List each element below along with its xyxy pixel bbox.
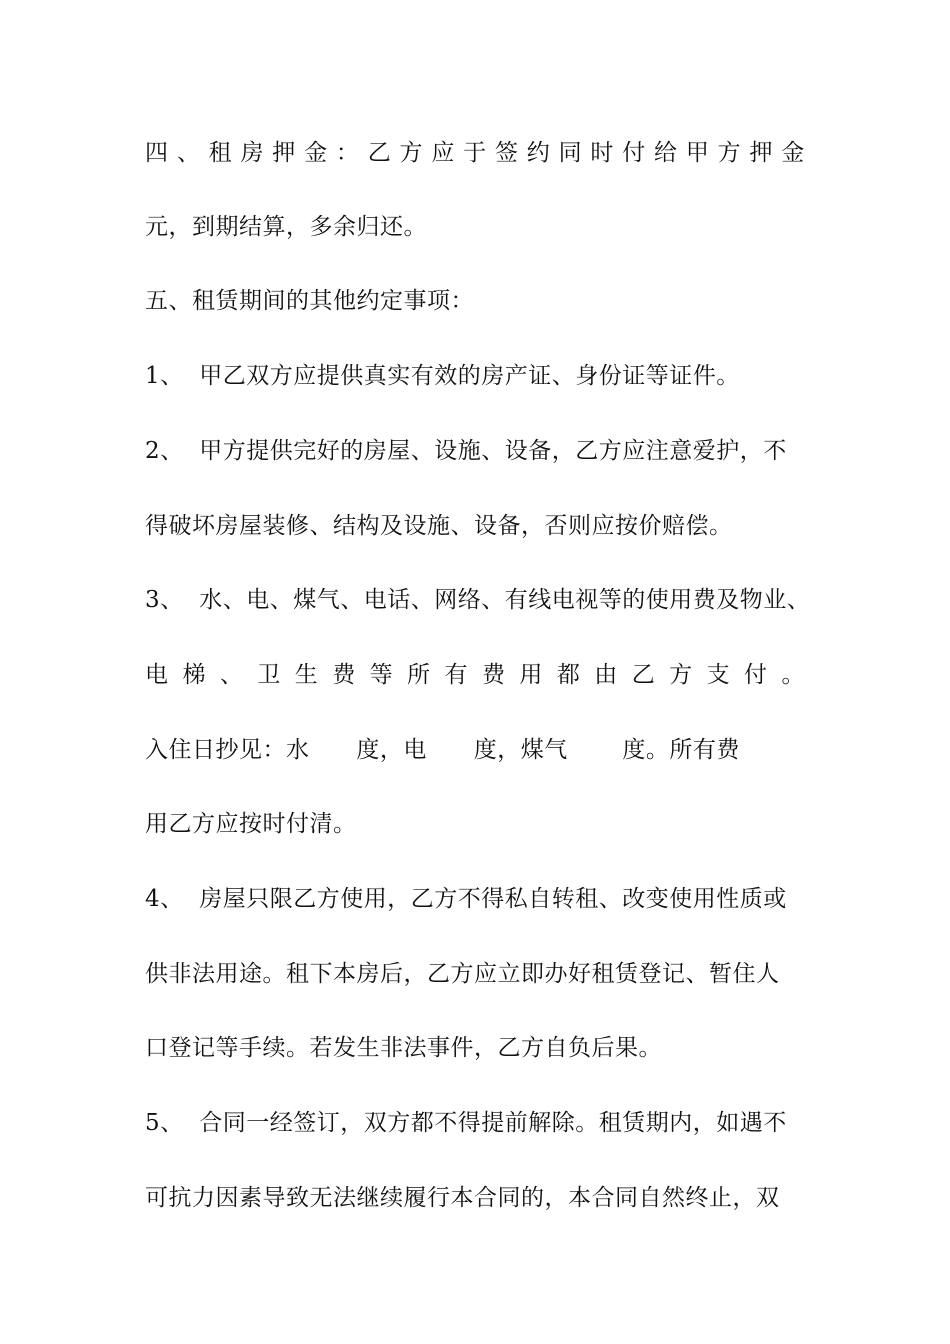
glyph: 都 [556,662,581,688]
line-7: 3、 水、电、煤气、电话、网络、有线电视等的使用费及物业、 [145,587,811,613]
glyph: ： [335,140,360,166]
line-10: 用乙方应按时付清。 [145,811,357,837]
glyph: 同 [558,140,583,166]
line-12: 供非法用途。租下本房后，乙方应立即办好租赁登记、暂住人 [145,961,780,987]
glyph: 房 [240,140,264,166]
glyph: 用 [519,662,543,688]
glyph: 方 [669,662,693,688]
glyph: 费 [481,662,506,688]
line-5: 2、 甲方提供完好的房屋、设施、设备，乙方应注意爱护，不 [145,438,787,464]
glyph: 于 [463,140,487,166]
glyph: 时 [590,140,614,166]
glyph: 梯 [182,662,206,688]
line-9: 入住日抄见：水 度，电 度，煤气 度。所有费 [145,737,740,763]
glyph: 甲 [685,140,710,166]
glyph: 方 [399,140,423,166]
glyph: 生 [294,662,319,688]
line-13: 口登记等手续。若发生非法事件，乙方自负后果。 [145,1035,662,1061]
glyph: 、 [176,140,201,166]
glyph: 有 [444,662,468,688]
glyph: 签 [494,140,519,166]
line-1 [145,138,805,168]
glyph: 支 [706,662,731,688]
glyph: 应 [431,140,455,166]
glyph: 所 [407,662,431,688]
glyph: 卫 [257,662,281,688]
glyph: 付 [622,140,646,166]
glyph: 乙 [367,140,392,166]
glyph: 租 [208,140,233,166]
glyph: 付 [744,662,768,688]
line-14: 5、 合同一经签订，双方都不得提前解除。租赁期内，如遇不 [145,1110,787,1136]
line-15: 可抗力因素导致无法继续履行本合同的，本合同自然终止，双 [145,1185,780,1211]
glyph: 金 [304,140,328,166]
glyph: 押 [272,140,296,166]
line-3: 五、租赁期间的其他约定事项： [145,288,474,314]
line-6: 得破坏房屋装修、结构及设施、设备，否则应按价赔偿。 [145,513,733,539]
glyph: 电 [145,662,169,688]
glyph: 等 [369,662,394,688]
glyph: 四 [145,140,169,166]
glyph: 由 [594,662,618,688]
glyph: 费 [332,662,356,688]
glyph: 。 [781,662,805,688]
glyph: 约 [526,140,551,166]
glyph: 给 [654,140,678,166]
glyph: 押 [749,140,773,166]
glyph: 乙 [631,662,656,688]
line-4: 1、 甲乙双方应提供真实有效的房产证、身份证等证件。 [145,363,740,389]
line-11: 4、 房屋只限乙方使用，乙方不得私自转租、改变使用性质或 [145,886,787,912]
glyph: 方 [717,140,742,166]
line-2: 元，到期结算，多余归还。 [145,214,427,240]
line-8 [145,660,805,690]
glyph: 、 [219,662,244,688]
glyph: 金 [781,140,805,166]
